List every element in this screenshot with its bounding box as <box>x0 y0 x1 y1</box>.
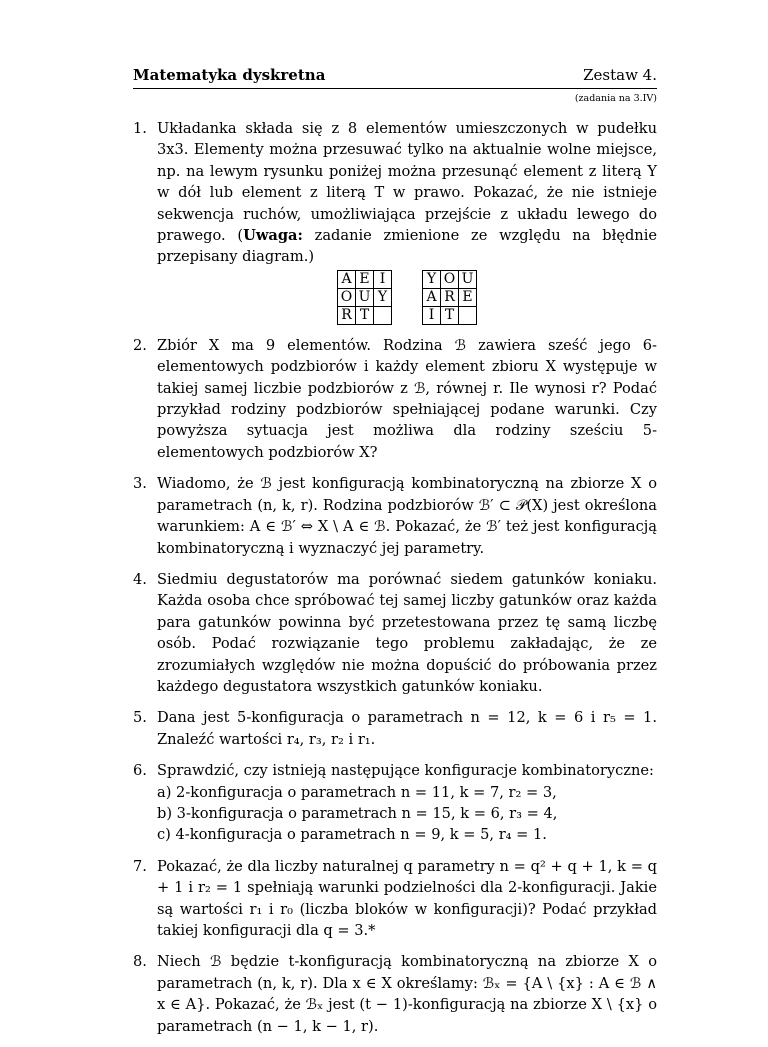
problem-text: Dana jest 5-konfiguracja o parametrach n = 12, k = 6 i r₅ = 1. Znaleźć wartości r₄, r₃, r₂ i r₁. <box>157 709 657 748</box>
problem-2 <box>133 335 657 463</box>
problem-number: 5. <box>133 709 147 727</box>
grid-cell: E <box>356 270 374 288</box>
grid-cell: R <box>441 288 459 306</box>
problem-number: 1. <box>133 120 147 137</box>
grid-cell-empty <box>459 306 477 324</box>
problem-7 <box>133 856 657 942</box>
problem-text: Zbiór X ma 9 elementów. Rodzina ℬ zawiera sześć jego 6-elementowych podzbiorów i każdy element zbioru X występuje w takiej samej liczbie podzbiorów z ℬ, równej r. Ile wynosi r? Podać przykład rodziny podzbiorów spełniającej podane warunki. Czy powyższa sytuacja jest możliwa dla rodziny sześciu 5-elementowych podzbiorów X? <box>157 336 657 461</box>
grid-cell: I <box>423 306 441 324</box>
grid-cell: Y <box>423 270 441 288</box>
subitem-c: c) 4-konfiguracja o parametrach n = 9, k = 5, r₄ = 1. <box>157 826 547 844</box>
grid-cell: T <box>441 306 459 324</box>
due-date-note: (zadania na 3.IV) <box>574 93 657 104</box>
grid-cell: U <box>459 270 477 288</box>
grid-cell: T <box>356 306 374 324</box>
set-number: Zestaw 4. <box>583 66 657 84</box>
problem-text: Sprawdzić, czy istnieją następujące konfiguracje kombinatoryczne: <box>157 762 654 780</box>
problem-8 <box>133 951 657 1037</box>
grid-cell: I <box>374 270 392 288</box>
problem-text: Układanka składa się z 8 elementów umieszczonych w pudełku 3x3. Elementy można przesuwać tylko na aktualnie wolne miejsce, np. na lewym rysunku poniżej można przesunąć element z literą Y w dół lub element z literą T w prawo. Pokazać, że nie istnieje sekwencja ruchów, umożliwiająca przejście z układu lewego do prawego. (Uwaga: zadanie zmienione ze względu na błędnie przepisany diagram.) <box>157 120 657 266</box>
problem-list <box>133 118 657 1047</box>
problem-text: Wiadomo, że ℬ jest konfiguracją kombinatoryczną na zbiorze X o parametrach (n, k, r). Rodzina podzbiorów ℬ′ ⊂ 𝒫(X) jest określona warunkiem: A ∈ ℬ′ ⇔ X \ A ∈ ℬ. Pokazać, że ℬ′ też jest konfiguracją kombinatoryczną i wyznaczyć jej parametry. <box>157 475 657 557</box>
grid-cell: A <box>338 270 356 288</box>
problem-number: 2. <box>133 336 147 354</box>
problem-text: Siedmiu degustatorów ma porównać siedem gatunków koniaku. Każda osoba chce spróbować tej samej liczby gatunków oraz każda para gatunków powinna być przetestowana przez tę samą liczbę osób. Podać rozwiązanie tego problemu zakładając, że ze zrozumiałych względów nie można dopuścić do próbowania przez każdego degustatora wszystkich gatunków koniaku. <box>157 570 657 695</box>
course-title: Matematyka dyskretna <box>133 66 326 84</box>
grid-cell-empty <box>374 306 392 324</box>
problem-number: 8. <box>133 953 147 971</box>
puzzle-diagrams <box>157 270 657 325</box>
problem-number: 3. <box>133 475 147 493</box>
subitem-b: b) 3-konfiguracja o parametrach n = 15, k = 6, r₃ = 4, <box>157 804 558 822</box>
grid-cell: R <box>338 306 356 324</box>
page-header <box>133 66 657 88</box>
grid-cell: Y <box>374 288 392 306</box>
header-rule <box>133 88 657 89</box>
grid-cell: U <box>356 288 374 306</box>
problem-number: 7. <box>133 857 147 875</box>
note-label: Uwaga: <box>243 227 303 245</box>
subitem-a: a) 2-konfiguracja o parametrach n = 11, k = 7, r₂ = 3, <box>157 783 557 801</box>
grid-cell: O <box>441 270 459 288</box>
problem-3 <box>133 473 657 559</box>
problem-6 <box>133 760 657 846</box>
problem-text: Pokazać, że dla liczby naturalnej q parametry n = q² + q + 1, k = q + 1 i r₂ = 1 spełniają warunki podzielności dla 2-konfiguracji. Jakie są wartości r₁ i r₀ (liczba bloków w konfiguracji)? Podać przykład takiej konfiguracji dla q = 3.* <box>157 857 657 939</box>
problem-5 <box>133 707 657 750</box>
problem-4 <box>133 569 657 697</box>
problem-1 <box>133 118 657 325</box>
puzzle-grid-right <box>422 270 477 325</box>
problem-text: Niech ℬ będzie t-konfiguracją kombinatoryczną na zbiorze X o parametrach (n, k, r). Dla x ∈ X określamy: ℬₓ = {A \ {x} : A ∈ ℬ ∧ x ∈ A}. Pokazać, że ℬₓ jest (t − 1)-konfiguracją na zbiorze X \ {x} o parametrach (n − 1, k − 1, r). <box>157 953 657 1035</box>
problem-number: 6. <box>133 762 147 780</box>
grid-cell: O <box>338 288 356 306</box>
problem-number: 4. <box>133 570 147 588</box>
grid-cell: E <box>459 288 477 306</box>
puzzle-grid-left <box>337 270 392 325</box>
grid-cell: A <box>423 288 441 306</box>
